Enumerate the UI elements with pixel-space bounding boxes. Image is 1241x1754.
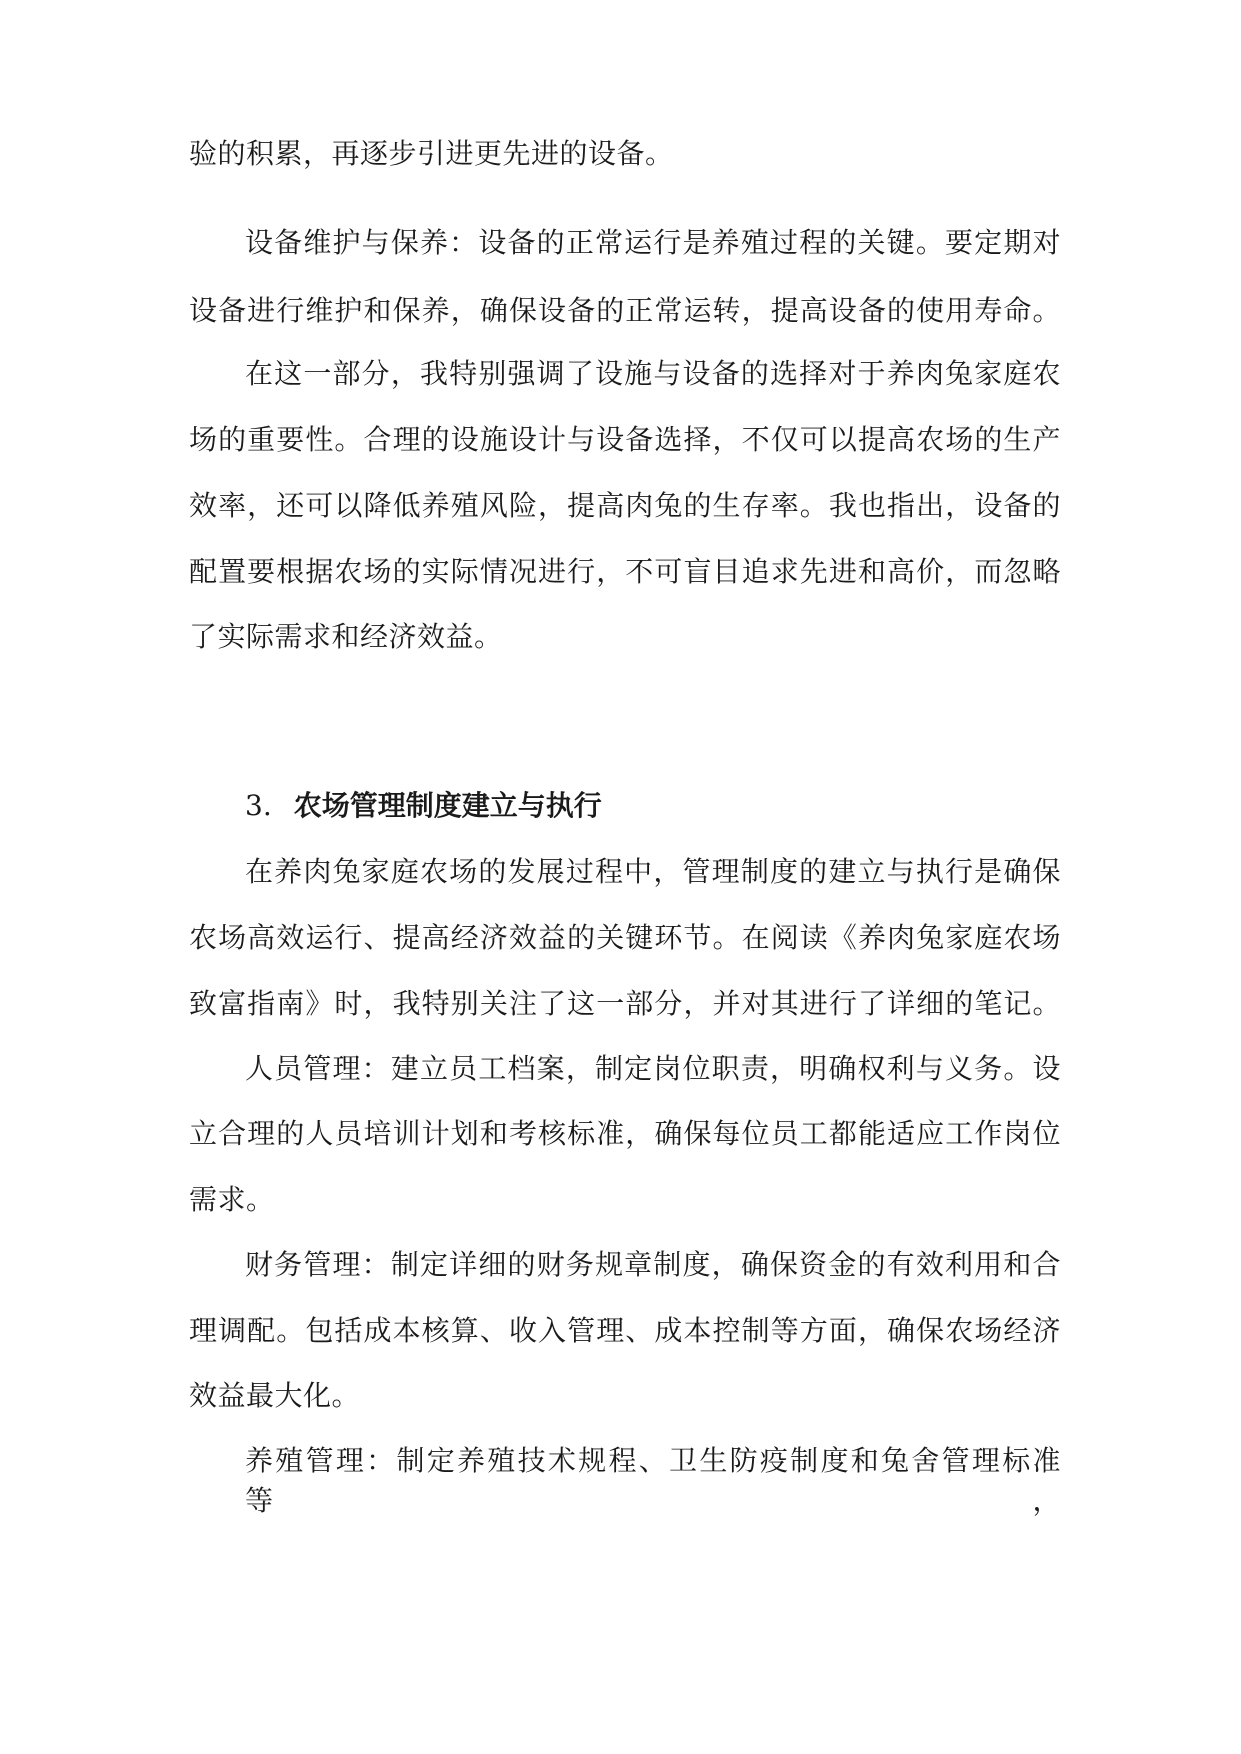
text-line: 效率，还可以降低养殖风险，提高肉兔的生存率。我也指出，设备的 bbox=[189, 489, 1061, 522]
text-line: 设备进行维护和保养，确保设备的正常运转，提高设备的使用寿命。 bbox=[189, 294, 1061, 327]
text-line: 立合理的人员培训计划和考核标准，确保每位员工都能适应工作岗位 bbox=[189, 1117, 1061, 1150]
text-line: 配置要根据农场的实际情况进行，不可盲目追求先进和高价，而忽略 bbox=[189, 555, 1061, 588]
text-line: 致富指南》时，我特别关注了这一部分，并对其进行了详细的笔记。 bbox=[189, 987, 1061, 1020]
text-line: 场的重要性。合理的设施设计与设备选择，不仅可以提高农场的生产 bbox=[189, 423, 1061, 456]
text-line: 在这一部分，我特别强调了设施与设备的选择对于养肉兔家庭农 bbox=[245, 357, 1061, 390]
section-number: 3. bbox=[245, 789, 272, 822]
text-line: 验的积累，再逐步引进更先进的设备。 bbox=[189, 137, 674, 170]
text-line: 财务管理：制定详细的财务规章制度，确保资金的有效利用和合 bbox=[245, 1248, 1061, 1281]
text-line: 人员管理：建立员工档案，制定岗位职责，明确权利与义务。设 bbox=[245, 1052, 1061, 1085]
section-title: 农场管理制度建立与执行 bbox=[293, 789, 602, 822]
text-line: 在养肉兔家庭农场的发展过程中，管理制度的建立与执行是确保 bbox=[245, 855, 1061, 888]
text-line: 理调配。包括成本核算、收入管理、成本控制等方面，确保农场经济 bbox=[189, 1314, 1061, 1347]
text-line: 农场高效运行、提高经济效益的关键环节。在阅读《养肉兔家庭农场 bbox=[189, 921, 1061, 954]
text-line: 了实际需求和经济效益。 bbox=[189, 620, 503, 653]
section-heading bbox=[245, 786, 602, 826]
text-line: 设备维护与保养：设备的正常运行是养殖过程的关键。要定期对 bbox=[245, 226, 1061, 259]
text-line: 效益最大化。 bbox=[189, 1379, 361, 1412]
text-line: 需求。 bbox=[189, 1183, 275, 1216]
text-line: 养殖管理：制定养殖技术规程、卫生防疫制度和兔舍管理标准等， bbox=[245, 1444, 1061, 1517]
